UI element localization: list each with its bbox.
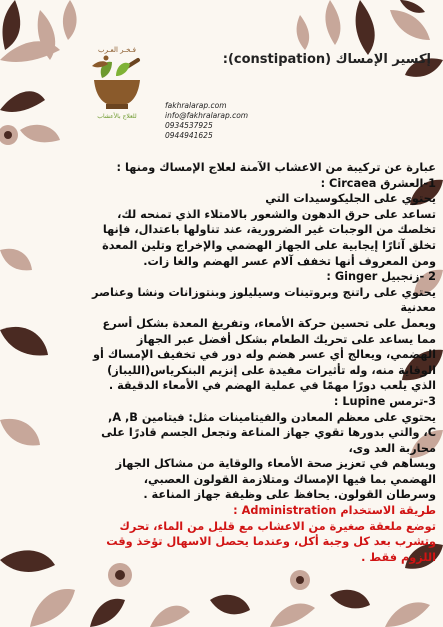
- herb2-title: 2 -زنجبيل Ginger :: [326, 270, 436, 284]
- herb3-line: محاربة العد وى،: [348, 441, 436, 455]
- administration-title: طريقة الاستخدام Administration :: [233, 504, 436, 518]
- administration-line: اللزوم فقط .: [361, 550, 436, 564]
- contact-phone-1: 0934537925: [165, 121, 213, 130]
- leaf-decoration-top-left: [0, 0, 77, 145]
- herb2-line: يحتوي على راتنج وبروتينات وسيليلوز وبنتوزانات ونشا وعناصر: [92, 285, 436, 299]
- logo-text-top: فـخـر العـرب: [97, 46, 137, 54]
- herb3-title: 3-ترمس Lupine :: [333, 394, 436, 408]
- herb2-line: الهضمي، ويعالج أي عسر هضم وله دور في تخفيف الإمساك أو: [93, 348, 436, 362]
- contact-email[interactable]: info@fakhralarap.com: [165, 111, 249, 120]
- herb3-line: C، والتي بدورها تقوي جهاز المناعة وتجعل الجسم قادرًا على: [101, 426, 436, 440]
- administration-line: توضع ملعقة صغيرة من الاعشاب مع قليل من الماء، تحرك: [119, 519, 436, 533]
- herb3-line: يحتوي على معظم المعادن والفيتامينات مثل: فيتامين A ,B,: [108, 410, 436, 424]
- logo: [72, 40, 162, 122]
- administration-line: وتشرب بعد كل وجبة أكل، وعندما يحصل الاسهال تؤخذ وقت: [106, 535, 436, 549]
- article-body: [8, 160, 436, 565]
- herb3-line: الهضمي بما فيها الإمساك ومتلازمة القولون العصبي،: [143, 472, 436, 486]
- logo-text-bottom: للعلاج بالأعشاب: [97, 113, 137, 120]
- herb1-line: تخلصك من الوجبات غير الضرورية، عند تناولها باعتدال، فإنها: [102, 223, 436, 237]
- contact-phone-2: 0944941625: [165, 131, 213, 140]
- herb1-line: تساعد على حرق الدهون والشعور بالامتلاء الذي تمنحه لك،: [117, 207, 436, 221]
- intro-line: عبارة عن تركيبة من الاعشاب الآمنة لعلاج الإمساك ومنها :: [116, 161, 436, 174]
- contact-block: [165, 101, 248, 141]
- herb3-line: وسرطان القولون. يحافظ على وظيفة جهاز المناعة .: [143, 488, 436, 502]
- herb2-line: ويعمل على تحسين حركة الأمعاء، وتفريغ المعدة بشكل أسرع: [102, 316, 436, 330]
- herb2-line: مما يساعد على تحريك الطعام بشكل أفضل عبر الجهاز: [136, 332, 436, 346]
- page-title: إكسير الإمساك (constipation):: [222, 52, 431, 67]
- herb2-line: الذي يلعب دورًا مهمًا في عملية الهضم في الأمعاء الدقيقة .: [108, 379, 436, 393]
- herb1-line: يحتوي على الجليكوسيدات التي: [265, 192, 436, 206]
- herb1-title: 1-العشرق Circaea :: [320, 176, 436, 190]
- herb1-line: تخلق آثارًا إيجابية على الجهاز الهضمي والإخراج وتلين المعدة: [102, 238, 436, 252]
- herb2-line: معدنية: [400, 301, 436, 315]
- herb1-line: ومن المعروف أنها تخفف آلام عسر الهضم والغا زات.: [143, 254, 436, 268]
- contact-website[interactable]: fakhralarap.com: [165, 101, 227, 110]
- herb2-line: الوقاية منه، وله تأثيرات مفيدة على إنزيم البنكرياس(الليباز): [107, 363, 436, 377]
- herb3-line: ويساهم في تعزيز صحة الأمعاء والوقاية من مشاكل الجهاز: [115, 457, 436, 471]
